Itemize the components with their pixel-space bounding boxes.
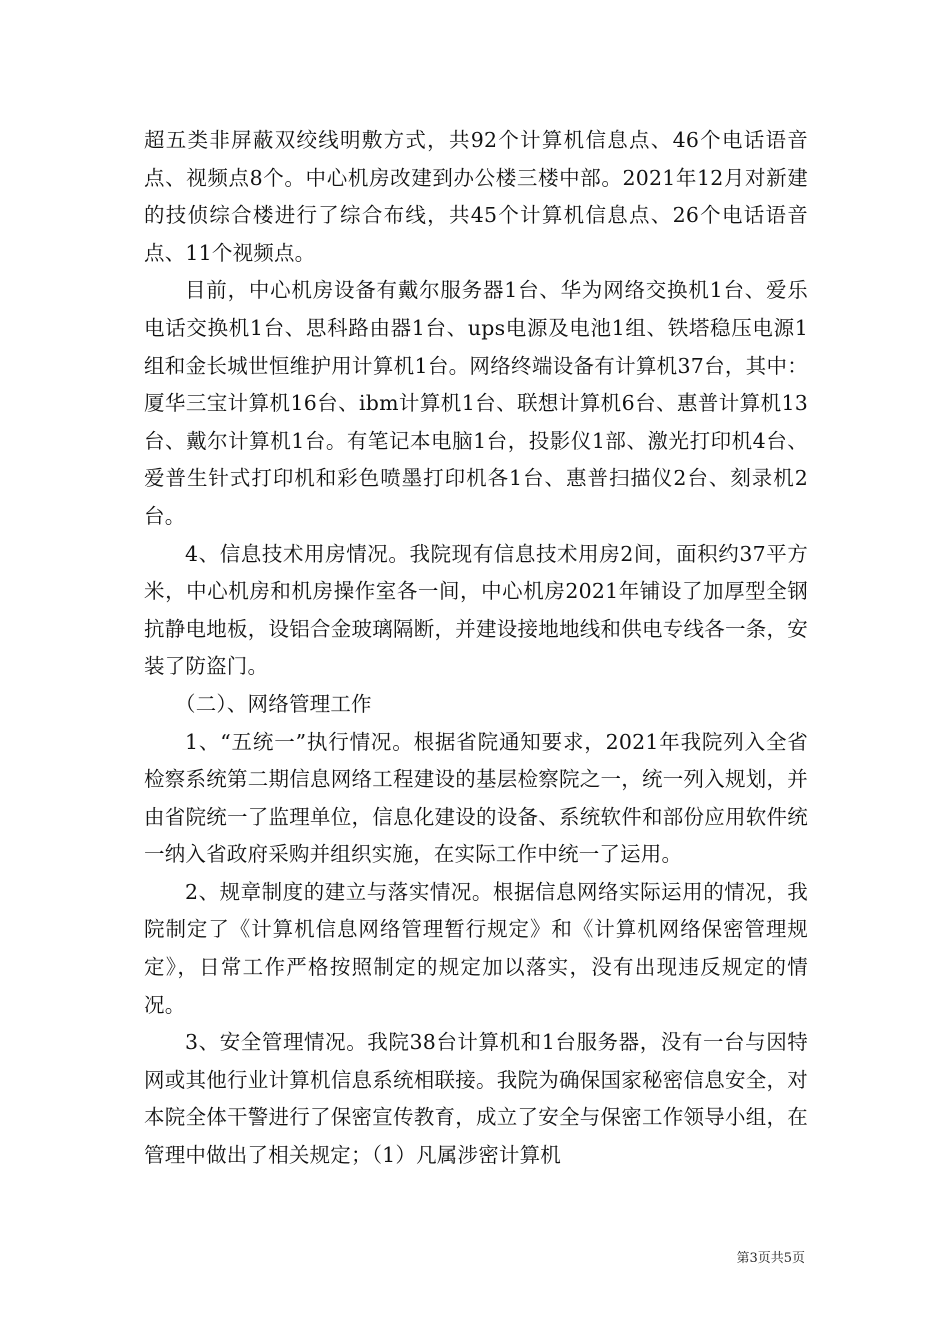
section-heading-network-management: （二）、网络管理工作 xyxy=(175,691,372,716)
paragraph-tech-rooms: 4、信息技术用房情况。我院现有信息技术用房2间，面积约37平方米，中心机房和机房操作室各一间，中心机房2021年铺设了加厚型全钢抗静电地板，设铝合金玻璃隔断，并建设接地地线和供电专线各一条，安装了防盗门。 xyxy=(144,541,808,679)
paragraph-security-management: 3、安全管理情况。我院38台计算机和1台服务器，没有一台与因特网或其他行业计算机信息系统相联接。我院为确保国家秘密信息安全，对本院全体干警进行了保密宣传教育，成立了安全与保密工作领导小组，在管理中做出了相关规定；（1）凡属涉密计算机 xyxy=(144,1030,808,1168)
paragraph-five-unified: 1、“五统一”执行情况。根据省院通知要求，2021年我院列入全省检察系统第二期信息网络工程建设的基层检察院之一，统一列入规划，并由省院统一了监理单位，信息化建设的设备、系统软件和部份应用软件统一纳入省政府采购并组织实施，在实际工作中统一了运用。 xyxy=(144,729,808,867)
paragraph-equipment: 目前，中心机房设备有戴尔服务器1台、华为网络交换机1台、爱乐电话交换机1台、思科路由器1台、ups电源及电池1组、铁塔稳压电源1组和金长城世恒维护用计算机1台。网络终端设备有计算机37台，其中：厦华三宝计算机16台、ibm计算机1台、联想计算机6台、惠普计算机13台、戴尔计算机1台。有笔记本电脑1台，投影仪1部、激光打印机4台、爱普生针式打印机和彩色喷墨打印机各1台、惠普扫描仪2台、刻录机2台。 xyxy=(144,278,808,528)
paragraph-cabling: 超五类非屏蔽双绞线明敷方式，共92个计算机信息点、46个电话语音点、视频点8个。中心机房改建到办公楼三楼中部。2021年12月对新建的技侦综合楼进行了综合布线，共45个计算机信息点、26个电话语音点、11个视频点。 xyxy=(144,128,808,265)
paragraph-regulations: 2、规章制度的建立与落实情况。根据信息网络实际运用的情况，我院制定了《计算机信息网络管理暂行规定》和《计算机网络保密管理规定》，日常工作严格按照制定的规定加以落实，没有出现违反规定的情况。 xyxy=(144,879,808,1017)
document-body xyxy=(144,122,808,1175)
page-number-footer: 第3页共5页 xyxy=(736,1251,805,1266)
